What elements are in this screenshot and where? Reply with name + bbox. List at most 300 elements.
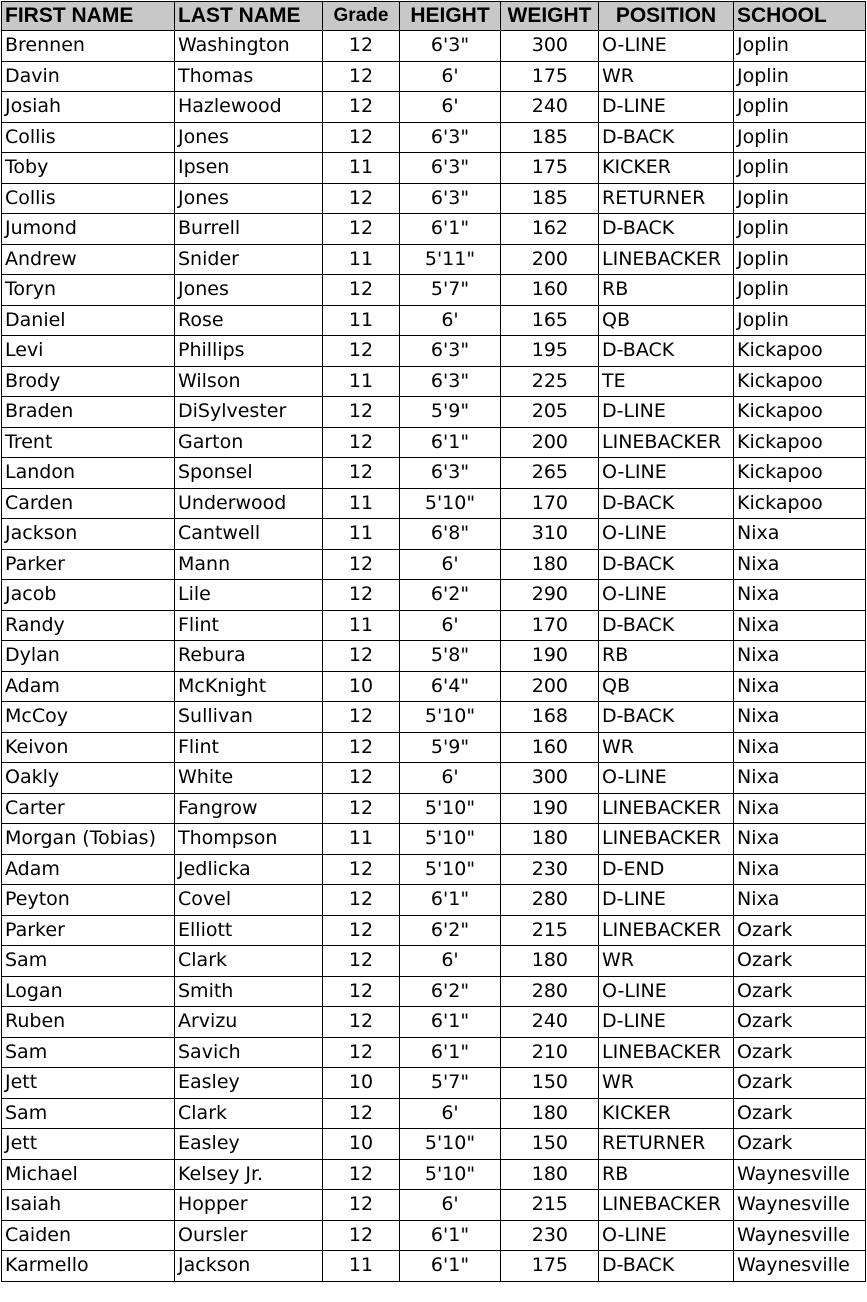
cell-weight: 180 xyxy=(501,1098,599,1129)
cell-first-name: Keivon xyxy=(2,732,175,763)
cell-height: 6' xyxy=(400,763,501,794)
table-row xyxy=(2,61,866,92)
cell-weight: 165 xyxy=(501,305,599,336)
cell-school: Nixa xyxy=(734,732,866,763)
cell-height: 6'3" xyxy=(400,336,501,367)
cell-weight: 160 xyxy=(501,275,599,306)
cell-height: 6'3" xyxy=(400,153,501,184)
cell-grade: 12 xyxy=(323,915,400,946)
cell-position: RB xyxy=(599,1159,734,1190)
cell-school: Waynesville xyxy=(734,1159,866,1190)
table-row xyxy=(2,397,866,428)
cell-first-name: Josiah xyxy=(2,92,175,123)
cell-last-name: Sullivan xyxy=(175,702,323,733)
cell-weight: 225 xyxy=(501,366,599,397)
table-row xyxy=(2,763,866,794)
cell-school: Joplin xyxy=(734,183,866,214)
cell-grade: 12 xyxy=(323,1007,400,1038)
cell-first-name: Logan xyxy=(2,976,175,1007)
cell-school: Ozark xyxy=(734,1068,866,1099)
cell-school: Nixa xyxy=(734,671,866,702)
cell-grade: 12 xyxy=(323,183,400,214)
table-row xyxy=(2,793,866,824)
cell-first-name: Ruben xyxy=(2,1007,175,1038)
cell-grade: 12 xyxy=(323,702,400,733)
cell-last-name: Snider xyxy=(175,244,323,275)
table-row xyxy=(2,153,866,184)
table-row xyxy=(2,458,866,489)
cell-first-name: Carden xyxy=(2,488,175,519)
cell-weight: 150 xyxy=(501,1129,599,1160)
cell-first-name: Sam xyxy=(2,946,175,977)
cell-height: 6'1" xyxy=(400,1037,501,1068)
cell-school: Nixa xyxy=(734,641,866,672)
cell-school: Joplin xyxy=(734,61,866,92)
cell-grade: 12 xyxy=(323,885,400,916)
cell-school: Ozark xyxy=(734,1007,866,1038)
cell-height: 6' xyxy=(400,61,501,92)
cell-first-name: Sam xyxy=(2,1037,175,1068)
table-row xyxy=(2,824,866,855)
cell-position: TE xyxy=(599,366,734,397)
table-row xyxy=(2,732,866,763)
cell-school: Ozark xyxy=(734,1037,866,1068)
table-row xyxy=(2,549,866,580)
cell-first-name: Andrew xyxy=(2,244,175,275)
cell-school: Nixa xyxy=(734,763,866,794)
cell-position: RETURNER xyxy=(599,1129,734,1160)
cell-height: 6'2" xyxy=(400,580,501,611)
table-row xyxy=(2,1129,866,1160)
table-row xyxy=(2,366,866,397)
cell-first-name: Toby xyxy=(2,153,175,184)
cell-school: Kickapoo xyxy=(734,427,866,458)
cell-weight: 215 xyxy=(501,1190,599,1221)
cell-first-name: Jett xyxy=(2,1068,175,1099)
cell-position: D-BACK xyxy=(599,549,734,580)
cell-grade: 11 xyxy=(323,305,400,336)
cell-last-name: Thompson xyxy=(175,824,323,855)
cell-grade: 11 xyxy=(323,153,400,184)
cell-position: LINEBACKER xyxy=(599,1037,734,1068)
cell-last-name: DiSylvester xyxy=(175,397,323,428)
cell-position: LINEBACKER xyxy=(599,824,734,855)
cell-grade: 12 xyxy=(323,1159,400,1190)
cell-last-name: Easley xyxy=(175,1068,323,1099)
cell-school: Joplin xyxy=(734,305,866,336)
cell-height: 5'10" xyxy=(400,1159,501,1190)
cell-weight: 180 xyxy=(501,946,599,977)
cell-weight: 150 xyxy=(501,1068,599,1099)
header-first-name: FIRST NAME xyxy=(2,2,175,31)
cell-position: QB xyxy=(599,671,734,702)
cell-position: D-LINE xyxy=(599,1007,734,1038)
table-row xyxy=(2,946,866,977)
cell-school: Ozark xyxy=(734,915,866,946)
cell-first-name: Caiden xyxy=(2,1220,175,1251)
cell-last-name: Garton xyxy=(175,427,323,458)
cell-height: 5'10" xyxy=(400,793,501,824)
cell-position: O-LINE xyxy=(599,976,734,1007)
header-position: POSITION xyxy=(599,2,734,31)
cell-weight: 240 xyxy=(501,92,599,123)
cell-position: O-LINE xyxy=(599,763,734,794)
cell-school: Kickapoo xyxy=(734,366,866,397)
cell-height: 5'10" xyxy=(400,824,501,855)
cell-first-name: Brennen xyxy=(2,31,175,62)
cell-grade: 12 xyxy=(323,275,400,306)
cell-position: LINEBACKER xyxy=(599,793,734,824)
cell-grade: 12 xyxy=(323,1220,400,1251)
cell-last-name: Cantwell xyxy=(175,519,323,550)
cell-grade: 12 xyxy=(323,1098,400,1129)
cell-height: 5'9" xyxy=(400,732,501,763)
table-row xyxy=(2,1190,866,1221)
cell-weight: 170 xyxy=(501,610,599,641)
cell-last-name: Easley xyxy=(175,1129,323,1160)
cell-height: 5'7" xyxy=(400,275,501,306)
cell-first-name: Braden xyxy=(2,397,175,428)
table-row xyxy=(2,214,866,245)
cell-height: 6' xyxy=(400,549,501,580)
cell-weight: 185 xyxy=(501,183,599,214)
cell-school: Kickapoo xyxy=(734,336,866,367)
cell-weight: 170 xyxy=(501,488,599,519)
table-row xyxy=(2,854,866,885)
roster-table xyxy=(1,1,866,1282)
cell-last-name: Kelsey Jr. xyxy=(175,1159,323,1190)
cell-first-name: Sam xyxy=(2,1098,175,1129)
cell-last-name: Smith xyxy=(175,976,323,1007)
cell-last-name: Jedlicka xyxy=(175,854,323,885)
cell-position: LINEBACKER xyxy=(599,427,734,458)
cell-school: Kickapoo xyxy=(734,458,866,489)
cell-weight: 175 xyxy=(501,61,599,92)
cell-grade: 12 xyxy=(323,336,400,367)
cell-position: O-LINE xyxy=(599,458,734,489)
cell-last-name: Rebura xyxy=(175,641,323,672)
cell-weight: 200 xyxy=(501,671,599,702)
cell-first-name: Trent xyxy=(2,427,175,458)
cell-last-name: Jones xyxy=(175,275,323,306)
cell-last-name: Hazlewood xyxy=(175,92,323,123)
cell-height: 5'8" xyxy=(400,641,501,672)
cell-grade: 11 xyxy=(323,244,400,275)
cell-grade: 10 xyxy=(323,1068,400,1099)
cell-last-name: Ipsen xyxy=(175,153,323,184)
cell-last-name: Covel xyxy=(175,885,323,916)
cell-position: D-LINE xyxy=(599,397,734,428)
cell-position: O-LINE xyxy=(599,1220,734,1251)
cell-height: 6'3" xyxy=(400,458,501,489)
cell-height: 6'1" xyxy=(400,1007,501,1038)
cell-position: D-BACK xyxy=(599,488,734,519)
cell-height: 5'10" xyxy=(400,854,501,885)
cell-position: D-BACK xyxy=(599,336,734,367)
table-row xyxy=(2,915,866,946)
cell-height: 6' xyxy=(400,610,501,641)
cell-position: D-BACK xyxy=(599,702,734,733)
table-row xyxy=(2,1220,866,1251)
cell-grade: 12 xyxy=(323,397,400,428)
cell-weight: 215 xyxy=(501,915,599,946)
cell-grade: 11 xyxy=(323,519,400,550)
cell-position: D-BACK xyxy=(599,214,734,245)
cell-first-name: Michael xyxy=(2,1159,175,1190)
header-weight: WEIGHT xyxy=(501,2,599,31)
table-row xyxy=(2,427,866,458)
cell-grade: 12 xyxy=(323,976,400,1007)
cell-school: Nixa xyxy=(734,885,866,916)
cell-grade: 12 xyxy=(323,946,400,977)
cell-school: Waynesville xyxy=(734,1190,866,1221)
cell-weight: 290 xyxy=(501,580,599,611)
cell-weight: 230 xyxy=(501,1220,599,1251)
cell-weight: 300 xyxy=(501,31,599,62)
cell-height: 5'10" xyxy=(400,1129,501,1160)
cell-school: Ozark xyxy=(734,946,866,977)
cell-position: O-LINE xyxy=(599,519,734,550)
cell-grade: 12 xyxy=(323,31,400,62)
cell-first-name: Peyton xyxy=(2,885,175,916)
table-row xyxy=(2,1098,866,1129)
cell-height: 6'1" xyxy=(400,1251,501,1282)
cell-grade: 10 xyxy=(323,671,400,702)
cell-weight: 175 xyxy=(501,153,599,184)
cell-grade: 12 xyxy=(323,427,400,458)
cell-first-name: Collis xyxy=(2,183,175,214)
cell-last-name: Jackson xyxy=(175,1251,323,1282)
table-row xyxy=(2,1068,866,1099)
table-row xyxy=(2,92,866,123)
cell-grade: 11 xyxy=(323,488,400,519)
cell-grade: 10 xyxy=(323,1129,400,1160)
cell-first-name: Toryn xyxy=(2,275,175,306)
table-row xyxy=(2,1159,866,1190)
cell-height: 6' xyxy=(400,946,501,977)
cell-first-name: Adam xyxy=(2,671,175,702)
cell-school: Ozark xyxy=(734,1129,866,1160)
cell-weight: 180 xyxy=(501,1159,599,1190)
cell-last-name: McKnight xyxy=(175,671,323,702)
cell-grade: 12 xyxy=(323,92,400,123)
cell-last-name: Burrell xyxy=(175,214,323,245)
cell-height: 5'10" xyxy=(400,702,501,733)
cell-school: Nixa xyxy=(734,702,866,733)
cell-position: D-LINE xyxy=(599,885,734,916)
cell-height: 6' xyxy=(400,92,501,123)
cell-weight: 168 xyxy=(501,702,599,733)
cell-school: Ozark xyxy=(734,976,866,1007)
cell-last-name: White xyxy=(175,763,323,794)
table-row xyxy=(2,1007,866,1038)
cell-school: Ozark xyxy=(734,1098,866,1129)
cell-height: 6'2" xyxy=(400,915,501,946)
table-row xyxy=(2,702,866,733)
cell-position: LINEBACKER xyxy=(599,915,734,946)
cell-height: 5'10" xyxy=(400,488,501,519)
table-row xyxy=(2,31,866,62)
cell-weight: 265 xyxy=(501,458,599,489)
cell-weight: 280 xyxy=(501,885,599,916)
cell-grade: 12 xyxy=(323,1190,400,1221)
cell-last-name: Thomas xyxy=(175,61,323,92)
cell-first-name: Dylan xyxy=(2,641,175,672)
cell-height: 6'3" xyxy=(400,122,501,153)
cell-weight: 300 xyxy=(501,763,599,794)
table-row xyxy=(2,885,866,916)
cell-first-name: Jackson xyxy=(2,519,175,550)
cell-height: 6'2" xyxy=(400,976,501,1007)
cell-first-name: Jacob xyxy=(2,580,175,611)
cell-position: D-END xyxy=(599,854,734,885)
cell-weight: 190 xyxy=(501,641,599,672)
cell-height: 6' xyxy=(400,1190,501,1221)
table-row xyxy=(2,580,866,611)
table-body xyxy=(2,31,866,1282)
table-row xyxy=(2,275,866,306)
cell-weight: 195 xyxy=(501,336,599,367)
cell-grade: 12 xyxy=(323,549,400,580)
cell-school: Joplin xyxy=(734,244,866,275)
cell-height: 6'3" xyxy=(400,31,501,62)
cell-last-name: Flint xyxy=(175,610,323,641)
cell-grade: 11 xyxy=(323,824,400,855)
cell-height: 6'3" xyxy=(400,183,501,214)
cell-first-name: Karmello xyxy=(2,1251,175,1282)
cell-position: LINEBACKER xyxy=(599,1190,734,1221)
cell-weight: 210 xyxy=(501,1037,599,1068)
cell-grade: 11 xyxy=(323,610,400,641)
cell-first-name: Davin xyxy=(2,61,175,92)
cell-position: KICKER xyxy=(599,1098,734,1129)
cell-position: D-BACK xyxy=(599,1251,734,1282)
cell-last-name: Clark xyxy=(175,946,323,977)
cell-height: 6' xyxy=(400,305,501,336)
cell-grade: 12 xyxy=(323,854,400,885)
cell-weight: 200 xyxy=(501,427,599,458)
header-row xyxy=(2,2,866,31)
cell-grade: 12 xyxy=(323,1037,400,1068)
table-row xyxy=(2,976,866,1007)
cell-height: 6'3" xyxy=(400,366,501,397)
table-row xyxy=(2,305,866,336)
cell-last-name: Fangrow xyxy=(175,793,323,824)
cell-last-name: Sponsel xyxy=(175,458,323,489)
table-row xyxy=(2,183,866,214)
table-header xyxy=(2,2,866,31)
cell-weight: 280 xyxy=(501,976,599,1007)
cell-grade: 11 xyxy=(323,1251,400,1282)
cell-school: Joplin xyxy=(734,214,866,245)
cell-school: Nixa xyxy=(734,854,866,885)
cell-first-name: Randy xyxy=(2,610,175,641)
cell-first-name: Parker xyxy=(2,915,175,946)
cell-school: Joplin xyxy=(734,153,866,184)
cell-school: Joplin xyxy=(734,275,866,306)
cell-position: O-LINE xyxy=(599,31,734,62)
cell-first-name: Landon xyxy=(2,458,175,489)
cell-first-name: Oakly xyxy=(2,763,175,794)
cell-last-name: Washington xyxy=(175,31,323,62)
cell-position: RETURNER xyxy=(599,183,734,214)
cell-school: Waynesville xyxy=(734,1220,866,1251)
cell-last-name: Wilson xyxy=(175,366,323,397)
cell-school: Waynesville xyxy=(734,1251,866,1282)
cell-grade: 12 xyxy=(323,763,400,794)
cell-school: Nixa xyxy=(734,824,866,855)
cell-position: WR xyxy=(599,946,734,977)
table-row xyxy=(2,122,866,153)
cell-last-name: Jones xyxy=(175,183,323,214)
cell-last-name: Hopper xyxy=(175,1190,323,1221)
table-row xyxy=(2,519,866,550)
cell-last-name: Clark xyxy=(175,1098,323,1129)
table-row xyxy=(2,641,866,672)
cell-weight: 180 xyxy=(501,549,599,580)
cell-last-name: Savich xyxy=(175,1037,323,1068)
cell-height: 5'11" xyxy=(400,244,501,275)
header-last-name: LAST NAME xyxy=(175,2,323,31)
cell-weight: 185 xyxy=(501,122,599,153)
cell-height: 6'1" xyxy=(400,214,501,245)
cell-height: 6'1" xyxy=(400,885,501,916)
cell-first-name: Morgan (Tobias) xyxy=(2,824,175,855)
cell-height: 5'9" xyxy=(400,397,501,428)
cell-school: Nixa xyxy=(734,793,866,824)
cell-position: KICKER xyxy=(599,153,734,184)
cell-first-name: McCoy xyxy=(2,702,175,733)
cell-weight: 190 xyxy=(501,793,599,824)
cell-grade: 12 xyxy=(323,61,400,92)
table-row xyxy=(2,1251,866,1282)
cell-grade: 11 xyxy=(323,366,400,397)
cell-weight: 162 xyxy=(501,214,599,245)
cell-position: WR xyxy=(599,61,734,92)
cell-school: Nixa xyxy=(734,580,866,611)
table-row xyxy=(2,610,866,641)
cell-position: RB xyxy=(599,641,734,672)
cell-first-name: Jumond xyxy=(2,214,175,245)
table-row xyxy=(2,244,866,275)
cell-school: Kickapoo xyxy=(734,397,866,428)
cell-school: Nixa xyxy=(734,549,866,580)
cell-last-name: Flint xyxy=(175,732,323,763)
cell-first-name: Adam xyxy=(2,854,175,885)
cell-weight: 175 xyxy=(501,1251,599,1282)
cell-grade: 12 xyxy=(323,732,400,763)
cell-first-name: Carter xyxy=(2,793,175,824)
cell-last-name: Rose xyxy=(175,305,323,336)
table-row xyxy=(2,336,866,367)
cell-last-name: Elliott xyxy=(175,915,323,946)
cell-first-name: Collis xyxy=(2,122,175,153)
cell-last-name: Oursler xyxy=(175,1220,323,1251)
cell-last-name: Underwood xyxy=(175,488,323,519)
cell-first-name: Parker xyxy=(2,549,175,580)
cell-grade: 12 xyxy=(323,641,400,672)
cell-height: 6' xyxy=(400,1098,501,1129)
table-row xyxy=(2,1037,866,1068)
cell-position: O-LINE xyxy=(599,580,734,611)
cell-height: 5'7" xyxy=(400,1068,501,1099)
header-height: HEIGHT xyxy=(400,2,501,31)
cell-weight: 180 xyxy=(501,824,599,855)
cell-school: Joplin xyxy=(734,92,866,123)
cell-last-name: Lile xyxy=(175,580,323,611)
cell-school: Nixa xyxy=(734,519,866,550)
cell-position: QB xyxy=(599,305,734,336)
